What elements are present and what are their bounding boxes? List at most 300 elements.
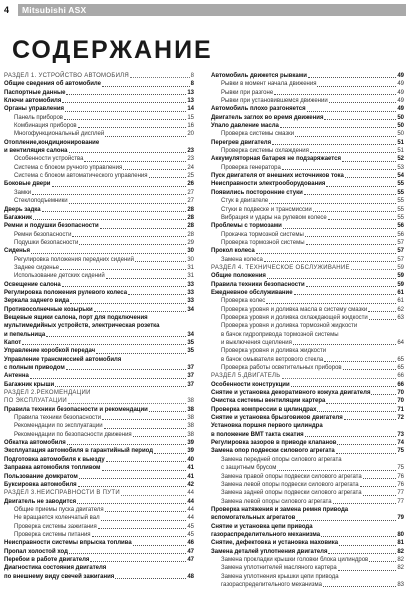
toc-entry[interactable]: [4, 506, 194, 514]
toc-entry-title: Подготовка автомобиля к выезду: [4, 456, 105, 463]
toc-entry-title: газораспределительного механизма: [221, 581, 322, 588]
dot-leader: [98, 528, 187, 529]
toc-entry[interactable]: [4, 314, 194, 322]
toc-entry[interactable]: [211, 514, 404, 522]
toc-entry-title: Многофункциональный дисплей: [14, 131, 105, 138]
toc-entry[interactable]: [4, 130, 194, 138]
toc-entry-title: Особенности устройства: [14, 156, 84, 163]
dot-leader: [121, 495, 186, 496]
toc-page-number: 56: [397, 231, 404, 238]
toc-entry-title: Багажник крыши: [4, 381, 55, 388]
toc-entry-title: Замена задней опоры подвески силового агрегата: [221, 490, 362, 497]
toc-entry[interactable]: [211, 239, 404, 247]
toc-page-number: 28: [187, 231, 194, 238]
toc-entry[interactable]: [211, 439, 404, 447]
toc-entry[interactable]: [4, 464, 194, 472]
toc-entry[interactable]: [4, 281, 194, 289]
toc-entry[interactable]: [4, 256, 194, 264]
toc-entry[interactable]: [4, 372, 194, 380]
toc-entry-title: Дверь задка: [4, 206, 41, 213]
dot-leader: [324, 361, 396, 362]
toc-entry-title: Проверка системы зажигания: [14, 523, 97, 530]
toc-page-number: 57: [397, 256, 404, 263]
toc-entry-title: Особенности конструкции: [211, 381, 290, 388]
dot-leader: [149, 177, 187, 178]
dot-leader: [30, 378, 186, 379]
dot-leader: [256, 253, 397, 254]
toc-entry[interactable]: [211, 523, 404, 531]
toc-entry-title: Общие положения: [211, 273, 266, 280]
toc-entry-title: Капот: [4, 340, 22, 346]
toc-entry[interactable]: [211, 155, 404, 163]
toc-page-number: 33: [187, 281, 194, 288]
toc-entry-title: Стуки в подвеске и трансмиссии: [221, 206, 312, 213]
toc-page-number: 70: [397, 398, 404, 405]
toc-entry[interactable]: [4, 231, 194, 239]
dot-leader: [130, 77, 190, 78]
toc-page-number: 66: [397, 381, 404, 388]
toc-entry[interactable]: [211, 272, 404, 280]
dot-leader: [295, 136, 396, 137]
toc-entry-title: в бачок омывателя ветрового стекла: [221, 356, 324, 363]
toc-entry[interactable]: [211, 164, 404, 172]
toc-entry-title: Не вращается коленчатый вал: [14, 515, 100, 522]
dot-leader: [79, 478, 187, 479]
dot-leader: [324, 119, 396, 120]
dot-leader: [102, 86, 190, 87]
toc-entry[interactable]: [4, 422, 194, 430]
toc-entry[interactable]: [211, 231, 404, 239]
toc-entry[interactable]: [211, 506, 404, 514]
toc-entry-title: Противосолнечные козырьки: [4, 306, 93, 313]
toc-page-number: 51: [397, 148, 404, 155]
toc-entry[interactable]: [211, 539, 404, 547]
toc-entry[interactable]: [211, 364, 404, 372]
toc-page-number: 64: [397, 340, 404, 346]
dot-leader: [305, 236, 397, 237]
toc-page-number: 46: [187, 540, 194, 547]
toc-entry-title: Прокол колеса: [211, 248, 255, 255]
toc-entry[interactable]: [211, 105, 404, 113]
toc-entry-title: Вибрация и удары на рулевом колесе: [221, 214, 327, 221]
toc-entry-title: Двигатель заглох во время движения: [211, 114, 324, 121]
dot-leader: [100, 228, 187, 229]
toc-page-number: 65: [397, 365, 404, 372]
toc-page-number: 13: [187, 98, 194, 105]
toc-entry[interactable]: [211, 72, 404, 80]
dot-leader: [369, 319, 397, 320]
toc-entry[interactable]: [4, 289, 194, 297]
toc-entry[interactable]: [211, 281, 404, 289]
dot-leader: [65, 111, 186, 112]
toc-entry[interactable]: [211, 431, 404, 439]
dot-leader: [33, 219, 186, 220]
toc-entry-title: Правила техники безопасности: [14, 415, 102, 422]
toc-entry[interactable]: [4, 122, 194, 130]
toc-entry[interactable]: [4, 356, 194, 364]
toc-entry[interactable]: [4, 297, 194, 305]
toc-entry[interactable]: [211, 322, 404, 330]
toc-page-number: 30: [187, 248, 194, 255]
toc-entry[interactable]: [4, 197, 194, 205]
toc-entry[interactable]: [4, 306, 194, 314]
toc-entry-title: Эксплуатация автомобиля в гарантийный период: [4, 448, 154, 455]
toc-entry-title: Комбинация приборов: [14, 123, 77, 130]
toc-entry[interactable]: [4, 347, 194, 355]
toc-entry-title: Общие сведения об автомобиле: [4, 81, 101, 88]
toc-entry[interactable]: [4, 431, 194, 439]
toc-entry[interactable]: [4, 514, 194, 522]
toc-page-number: 20: [187, 131, 194, 138]
toc-entry[interactable]: [211, 473, 404, 481]
toc-entry-title: газораспределительного механизма: [211, 531, 321, 538]
toc-entry-title: Рывки при разгоне: [221, 89, 274, 96]
toc-entry[interactable]: [4, 406, 194, 414]
toc-entry[interactable]: [4, 481, 194, 489]
toc-entry[interactable]: [4, 97, 194, 105]
toc-page-number: 38: [187, 415, 194, 422]
toc-entry-title: Регулировка зазоров в приводе клапанов: [211, 440, 337, 447]
toc-page-number: 52: [397, 156, 404, 163]
dot-leader: [304, 194, 397, 195]
toc-entry-title: с полным приводом: [4, 365, 65, 372]
toc-entry[interactable]: [211, 139, 404, 147]
toc-entry[interactable]: [211, 414, 404, 422]
toc-entry[interactable]: [211, 80, 404, 88]
toc-section-heading[interactable]: [4, 389, 194, 397]
toc-page-number: 37: [187, 373, 194, 380]
toc-entry[interactable]: [4, 364, 194, 372]
header-bar: [18, 4, 406, 16]
dot-leader: [133, 436, 187, 437]
toc-entry-title: Пропал холостой ход: [4, 548, 68, 555]
toc-entry[interactable]: [211, 422, 404, 430]
dot-leader: [345, 177, 396, 178]
toc-entry[interactable]: [4, 498, 194, 506]
toc-entry-title: Багажник: [4, 214, 33, 221]
dot-leader: [105, 511, 187, 512]
toc-entry-title: в бачок гидропривода тормозной системы: [221, 331, 339, 338]
toc-page-number: 28: [187, 223, 194, 230]
dot-leader: [344, 419, 397, 420]
toc-page-number: 37: [187, 365, 194, 372]
dot-leader: [343, 369, 397, 370]
toc-page-number: 74: [397, 440, 404, 447]
toc-page-number: 39: [187, 448, 194, 455]
dot-leader: [267, 278, 396, 279]
toc-entry[interactable]: [4, 548, 194, 556]
toc-entry[interactable]: [211, 189, 404, 197]
toc-entry-title: Стук в двигателе: [221, 198, 269, 205]
toc-entry[interactable]: [211, 339, 404, 347]
toc-entry[interactable]: [211, 356, 404, 364]
dot-leader: [294, 294, 397, 295]
toc-page-number: 79: [397, 515, 404, 522]
dot-leader: [69, 152, 187, 153]
toc-entry[interactable]: [211, 297, 404, 305]
toc-page-number: 59: [397, 273, 404, 280]
toc-entry[interactable]: [211, 531, 404, 539]
dot-leader: [296, 520, 396, 521]
dot-leader: [337, 444, 396, 445]
toc-page-number: 23: [187, 148, 194, 155]
toc-entry-title: Замки: [14, 189, 32, 196]
page-number: 4: [4, 5, 10, 15]
toc-entry[interactable]: [211, 447, 404, 455]
dot-leader: [277, 470, 396, 471]
toc-entry[interactable]: [211, 256, 404, 264]
dot-leader: [306, 244, 397, 245]
dot-leader: [105, 136, 186, 137]
toc-entry[interactable]: [211, 206, 404, 214]
toc-entry-title: Проверка натяжения и замена ремня привода: [211, 506, 349, 513]
toc-entry[interactable]: [211, 314, 404, 322]
toc-page-number: 33: [187, 289, 194, 296]
toc-entry[interactable]: [4, 172, 194, 180]
toc-entry[interactable]: [211, 97, 404, 105]
dot-leader: [84, 161, 186, 162]
toc-entry[interactable]: [4, 539, 194, 547]
toc-entry[interactable]: [211, 331, 404, 339]
toc-entry[interactable]: [211, 581, 404, 589]
toc-page-number: 39: [187, 440, 194, 447]
toc-entry-title: Автомобиль движется рывками: [211, 73, 307, 79]
toc-entry[interactable]: [4, 189, 194, 197]
toc-entry[interactable]: [211, 397, 404, 405]
dot-leader: [123, 169, 186, 170]
toc-entry[interactable]: [211, 147, 404, 155]
toc-page-number: 40: [187, 456, 194, 463]
toc-entry[interactable]: [211, 548, 404, 556]
toc-entry[interactable]: [211, 89, 404, 97]
toc-page-number: 27: [187, 198, 194, 205]
toc-entry-title: Установка поршня первого цилиндра: [211, 423, 323, 430]
toc-entry[interactable]: [211, 289, 404, 297]
toc-entry-title: Проверка системы питания: [14, 531, 91, 538]
dot-leader: [104, 428, 187, 429]
toc-entry-title: Стеклоподъемники: [14, 198, 68, 205]
dot-leader: [371, 394, 396, 395]
toc-entry[interactable]: [211, 197, 404, 205]
toc-entry[interactable]: [4, 456, 194, 464]
toc-entry[interactable]: [211, 247, 404, 255]
toc-entry[interactable]: [4, 439, 194, 447]
toc-entry[interactable]: [211, 464, 404, 472]
dot-leader: [62, 286, 187, 287]
toc-page-number: 15: [187, 114, 194, 121]
toc-entry[interactable]: [4, 339, 194, 347]
toc-entry[interactable]: [4, 222, 194, 230]
toc-section-heading[interactable]: [211, 372, 404, 380]
dot-leader: [55, 386, 186, 387]
toc-entry[interactable]: [4, 164, 194, 172]
toc-page-number: 82: [397, 548, 404, 555]
toc-entry-title: Управление коробкой передач: [4, 348, 96, 355]
toc-entry[interactable]: [211, 222, 404, 230]
toc-entry-title: Ежедневное обслуживание: [211, 289, 293, 296]
toc-page-number: 51: [397, 139, 404, 146]
toc-entry[interactable]: [4, 264, 194, 272]
toc-page-number: 50: [397, 131, 404, 138]
toc-page-number: 57: [397, 239, 404, 246]
toc-entry-title: мультимедийных устройств, электрическая розетка: [4, 323, 160, 330]
toc-page-number: 56: [397, 223, 404, 230]
toc-section-heading[interactable]: [4, 489, 194, 497]
toc-page-number: 42: [187, 481, 194, 488]
dot-leader: [264, 261, 397, 262]
dot-leader: [78, 486, 187, 487]
toc-entry[interactable]: [4, 322, 194, 330]
toc-entry[interactable]: [4, 80, 194, 88]
dot-leader: [52, 186, 187, 187]
toc-page-number: 70: [397, 390, 404, 397]
dot-leader: [66, 94, 186, 95]
toc-page-number: 80: [397, 531, 404, 538]
toc-entry-title: Подушки безопасности: [14, 239, 79, 246]
toc-entry[interactable]: [4, 105, 194, 113]
toc-entry[interactable]: [4, 381, 194, 389]
dot-leader: [31, 253, 186, 254]
toc-entry[interactable]: [4, 239, 194, 247]
toc-entry[interactable]: [4, 414, 194, 422]
toc-page-number: 83: [397, 581, 404, 588]
toc-entry-title: Проверка системы смазки: [221, 131, 295, 138]
dot-leader: [68, 403, 186, 404]
dot-leader: [293, 344, 396, 345]
toc-page-number: 44: [187, 506, 194, 513]
toc-entry[interactable]: [211, 306, 404, 314]
toc-page-number: 25: [187, 173, 194, 180]
toc-entry-title: Заднее сиденье: [14, 264, 60, 271]
toc-page-number: 34: [187, 331, 194, 338]
dot-leader: [307, 111, 397, 112]
dot-leader: [338, 570, 397, 571]
dot-leader: [22, 344, 186, 345]
toc-entry[interactable]: [211, 122, 404, 130]
toc-page-number: 26: [187, 181, 194, 188]
toc-entry[interactable]: [211, 381, 404, 389]
toc-page-number: 16: [187, 123, 194, 130]
toc-page-number: 54: [397, 173, 404, 180]
toc-page-number: 45: [187, 523, 194, 530]
dot-leader: [269, 203, 396, 204]
toc-page-number: 75: [397, 465, 404, 472]
page-title: СОДЕРЖАНИЕ: [12, 36, 213, 64]
toc-entry[interactable]: [4, 155, 194, 163]
dot-leader: [77, 503, 186, 504]
toc-entry[interactable]: [211, 456, 404, 464]
toc-entry[interactable]: [211, 564, 404, 572]
dot-leader: [363, 495, 397, 496]
toc-page-number: 50: [397, 114, 404, 121]
toc-entry[interactable]: [211, 114, 404, 122]
toc-entry[interactable]: [4, 147, 194, 155]
toc-entry[interactable]: [4, 447, 194, 455]
toc-entry[interactable]: [211, 214, 404, 222]
toc-entry-title: Замена прокладки крышки головки блока цилиндров: [221, 556, 369, 563]
toc-section-heading[interactable]: [211, 264, 404, 272]
toc-entry-title: вспомогательных агрегатов: [211, 515, 296, 522]
toc-entry[interactable]: [4, 556, 194, 564]
toc-page-number: 66: [397, 373, 404, 380]
toc-entry[interactable]: [211, 481, 404, 489]
toc-entry[interactable]: [211, 180, 404, 188]
dot-leader: [339, 545, 396, 546]
toc-page-number: 55: [397, 198, 404, 205]
toc-entry-title: Пуск двигателя от внешних источников тока: [211, 173, 344, 180]
toc-entry-title: Ремни и подушки безопасности: [4, 223, 99, 230]
toc-entry[interactable]: [211, 498, 404, 506]
toc-entry-title: Замена передней опоры силового агрегата: [221, 456, 342, 463]
toc-entry-title: Замена деталей уплотнения двигателя: [211, 548, 328, 555]
toc-entry[interactable]: [4, 89, 194, 97]
toc-entry[interactable]: [4, 139, 194, 147]
toc-page-number: 76: [397, 473, 404, 480]
toc-entry-title: Общие приемы пуска двигателя: [14, 506, 104, 513]
toc-entry-title: Рывки в момент начала движения: [221, 81, 317, 88]
toc-entry[interactable]: [4, 214, 194, 222]
toc-page-number: 61: [397, 289, 404, 296]
dot-leader: [266, 303, 396, 304]
toc-entry-title: Неисправности системы впрыска топлива: [4, 540, 132, 547]
toc-entry[interactable]: [211, 556, 404, 564]
dot-leader: [360, 486, 397, 487]
dot-leader: [70, 303, 186, 304]
toc-section-heading[interactable]: [4, 72, 194, 80]
toc-page-number: 14: [187, 106, 194, 113]
toc-entry[interactable]: [211, 172, 404, 180]
toc-right-column: [211, 72, 404, 589]
toc-entry[interactable]: [4, 114, 194, 122]
toc-entry[interactable]: [211, 347, 404, 355]
toc-entry-title: Перебои в работе двигателя: [4, 556, 90, 563]
toc-entry-title: Ключи автомобиля: [4, 98, 62, 105]
toc-entry-title: Снятие, дефектовка и установка маховика: [211, 540, 339, 547]
toc-entry-title: Проверка работы осветительных приборов: [221, 365, 342, 372]
dot-leader: [60, 269, 186, 270]
toc-entry[interactable]: [4, 573, 194, 581]
toc-entry[interactable]: [4, 331, 194, 339]
dot-leader: [135, 261, 186, 262]
toc-entry[interactable]: [4, 473, 194, 481]
toc-entry-title: РАЗДЕЛ 4. ТЕХНИЧЕСКОЕ ОБСЛУЖИВАНИЕ: [211, 264, 350, 271]
toc-entry[interactable]: [4, 247, 194, 255]
toc-page-number: 38: [187, 423, 194, 430]
toc-entry[interactable]: [211, 573, 404, 581]
toc-entry[interactable]: [4, 523, 194, 531]
toc-entry-title: в положение ВМТ такта сжатия: [211, 431, 304, 438]
toc-section-heading[interactable]: [4, 397, 194, 405]
toc-entry[interactable]: [4, 206, 194, 214]
toc-page-number: 38: [187, 398, 194, 405]
toc-entry-title: Автомобиль плохо разгоняется: [211, 106, 306, 113]
toc-page-number: 44: [187, 498, 194, 505]
toc-entry[interactable]: [211, 389, 404, 397]
toc-entry[interactable]: [211, 489, 404, 497]
toc-entry[interactable]: [4, 272, 194, 280]
toc-entry-title: Отопление,кондиционирование: [4, 139, 100, 146]
dot-leader: [313, 211, 397, 212]
toc-entry-title: Проверка уровня и доливка тормозной жидкости: [221, 323, 358, 330]
toc-entry[interactable]: [211, 406, 404, 414]
toc-entry[interactable]: [211, 130, 404, 138]
toc-entry[interactable]: [4, 564, 194, 572]
toc-entry-title: Прокачка тормозной системы: [221, 231, 304, 238]
toc-page-number: 41: [187, 473, 194, 480]
toc-entry[interactable]: [4, 180, 194, 188]
toc-entry[interactable]: [4, 531, 194, 539]
toc-page-number: 63: [397, 314, 404, 321]
